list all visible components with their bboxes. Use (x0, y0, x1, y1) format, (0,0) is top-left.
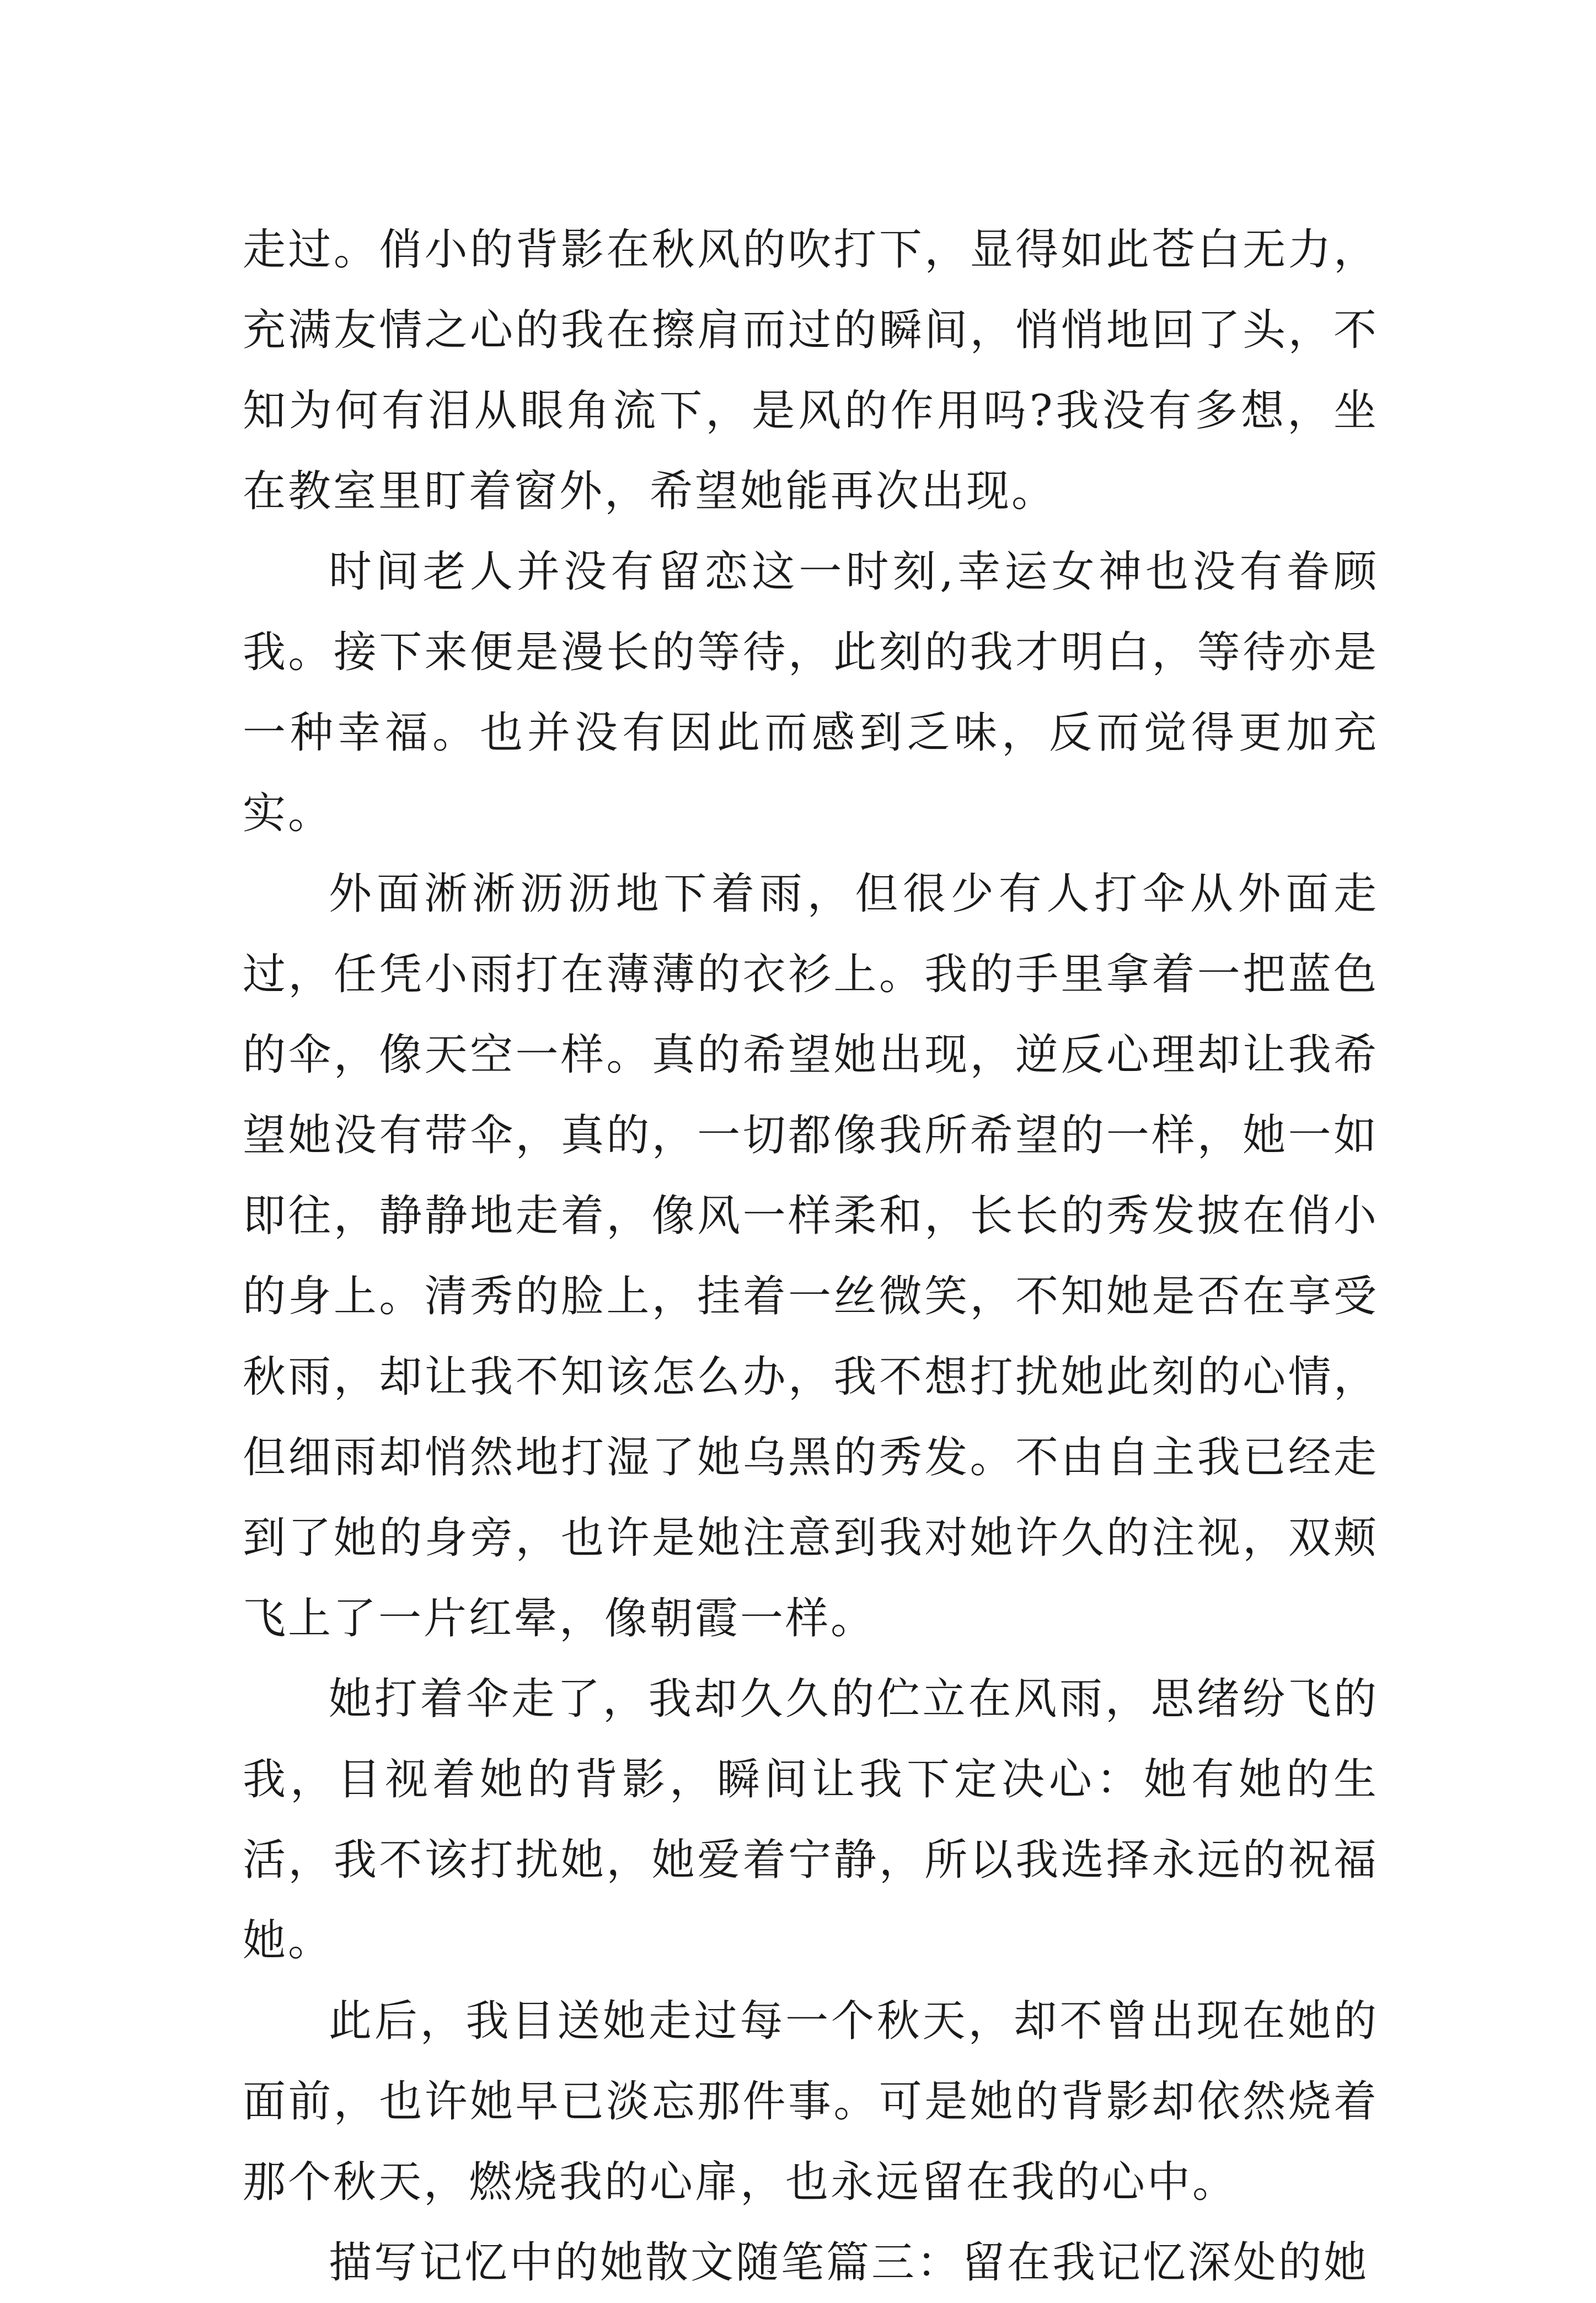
section-heading: 描写记忆中的她散文随笔篇三：留在我记忆深处的她 (329, 2238, 1369, 2288)
document-body (243, 210, 1379, 2303)
paragraph-5: 此后，我目送她走过每一个秋天，却不曾出现在她的面前，也许她早已淡忘那件事。可是她的背影却依然烧着那个秋天，燃烧我的心扉，也永远留在我的心中。 (243, 1996, 1379, 2207)
paragraph-3: 外面淅淅沥沥地下着雨，但很少有人打伞从外面走过，任凭小雨打在薄薄的衣衫上。我的手里拿着一把蓝色的伞，像天空一样。真的希望她出现，逆反心理却让我希望她没有带伞，真的，一切都像我所希望的一样，她一如即往，静静地走着，像风一样柔和，长长的秀发披在俏小的身上。清秀的脸上，挂着一丝微笑，不知她是否在享受秋雨，却让我不知该怎么办，我不想打扰她此刻的心情，但细雨却悄然地打湿了她乌黑的秀发。不由自主我已经走到了她的身旁，也许是她注意到我对她许久的注视，双颊飞上了一片红晕，像朝霞一样。 (243, 869, 1379, 1643)
paragraph-1: 走过。俏小的背影在秋风的吹打下，显得如此苍白无力，充满友情之心的我在擦肩而过的瞬间，悄悄地回了头，不知为何有泪从眼角流下，是风的作用吗?我没有多想，坐在教室里盯着窗外，希望她能再次出现。 (243, 225, 1379, 516)
paragraph-4: 她打着伞走了，我却久久的伫立在风雨，思绪纷飞的我，目视着她的背影，瞬间让我下定决心：她有她的生活，我不该打扰她，她爱着宁静，所以我选择永远的祝福她。 (243, 1674, 1379, 1965)
paragraph-2: 时间老人并没有留恋这一时刻,幸运女神也没有眷顾我。接下来便是漫长的等待，此刻的我才明白，等待亦是一种幸福。也并没有因此而感到乏味，反而觉得更加充实。 (243, 547, 1379, 838)
